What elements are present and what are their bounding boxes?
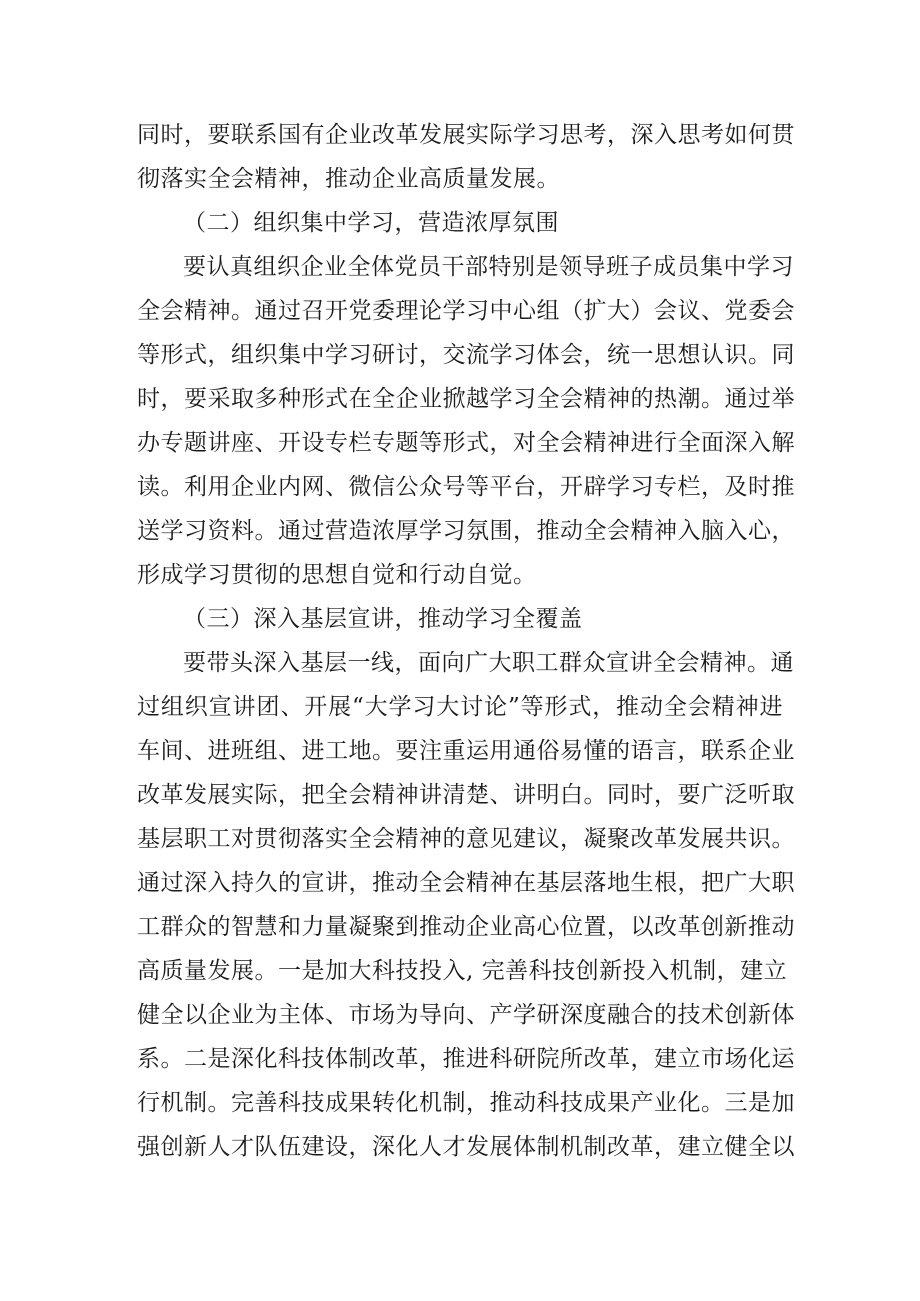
paragraph-1-line-2: 彻落实全会精神，推动企业高质量发展。 <box>137 166 560 192</box>
paragraph-3-line-5: 基层职工对贯彻落实全会精神的意见建议，凝聚改革发展共识。 <box>137 826 795 852</box>
paragraph-2-line-1: 要认真组织企业全体党员干部特别是领导班子成员集中学习 <box>183 254 794 280</box>
paragraph-3-line-2: 过组织宣讲团、开展“大学习大讨论”等形式，推动全会精神进 <box>137 694 783 720</box>
section-heading-2: （二）组织集中学习，营造浓厚氛围 <box>183 210 559 236</box>
paragraph-2-line-5: 办专题讲座、开设专栏专题等形式，对全会精神进行全面深入解 <box>137 430 795 456</box>
paragraph-2-line-4: 时，要采取多种形式在全企业掀越学习全会精神的热潮。通过举 <box>137 386 795 412</box>
paragraph-3-line-4: 改革发展实际，把全会精神讲清楚、讲明白。同时，要广泛听取 <box>137 782 795 808</box>
paragraph-3-line-10: 系。二是深化科技体制改革，推进科研院所改革，建立市场化运 <box>137 1046 795 1072</box>
paragraph-3-line-6: 通过深入持久的宣讲，推动全会精神在基层落地生根，把广大职 <box>137 870 795 896</box>
paragraph-3-line-1: 要带头深入基层一线，面向广大职工群众宣讲全会精神。通 <box>183 650 794 676</box>
paragraph-3-line-11: 行机制。完善科技成果转化机制，推动科技成果产业化。三是加 <box>137 1090 795 1116</box>
paragraph-3-line-7: 工群众的智慧和力量凝聚到推动企业高心位置，以改革创新推动 <box>137 914 795 940</box>
paragraph-2-line-2: 全会精神。通过召开党委理论学习中心组（扩大）会议、党委会 <box>137 298 795 324</box>
paragraph-3-line-12: 强创新人才队伍建设，深化人才发展体制机制改革，建立健全以 <box>137 1134 795 1160</box>
paragraph-3-line-3: 车间、进班组、进工地。要注重运用通俗易懂的语言，联系企业 <box>137 738 795 764</box>
paragraph-2-line-8: 形成学习贯彻的思想自觉和行动自觉。 <box>137 562 537 588</box>
paragraph-3-line-8: 高质量发展。一是加大科技投入, 完善科技创新投入机制，建立 <box>137 958 788 984</box>
paragraph-2-line-3: 等形式，组织集中学习研讨，交流学习体会，统一思想认识。同 <box>137 342 795 368</box>
paragraph-3-line-9: 健全以企业为主体、市场为导向、产学研深度融合的技术创新体 <box>137 1002 795 1028</box>
paragraph-2-line-6: 读。利用企业内网、微信公众号等平台，开辟学习专栏，及时推 <box>137 474 795 500</box>
section-heading-3: （三）深入基层宣讲，推动学习全覆盖 <box>183 606 583 632</box>
paragraph-1-line-1: 同时，要联系国有企业改革发展实际学习思考，深入思考如何贯 <box>137 122 795 148</box>
paragraph-2-line-7: 送学习资料。通过营造浓厚学习氛围，推动全会精神入脑入心， <box>137 518 795 544</box>
